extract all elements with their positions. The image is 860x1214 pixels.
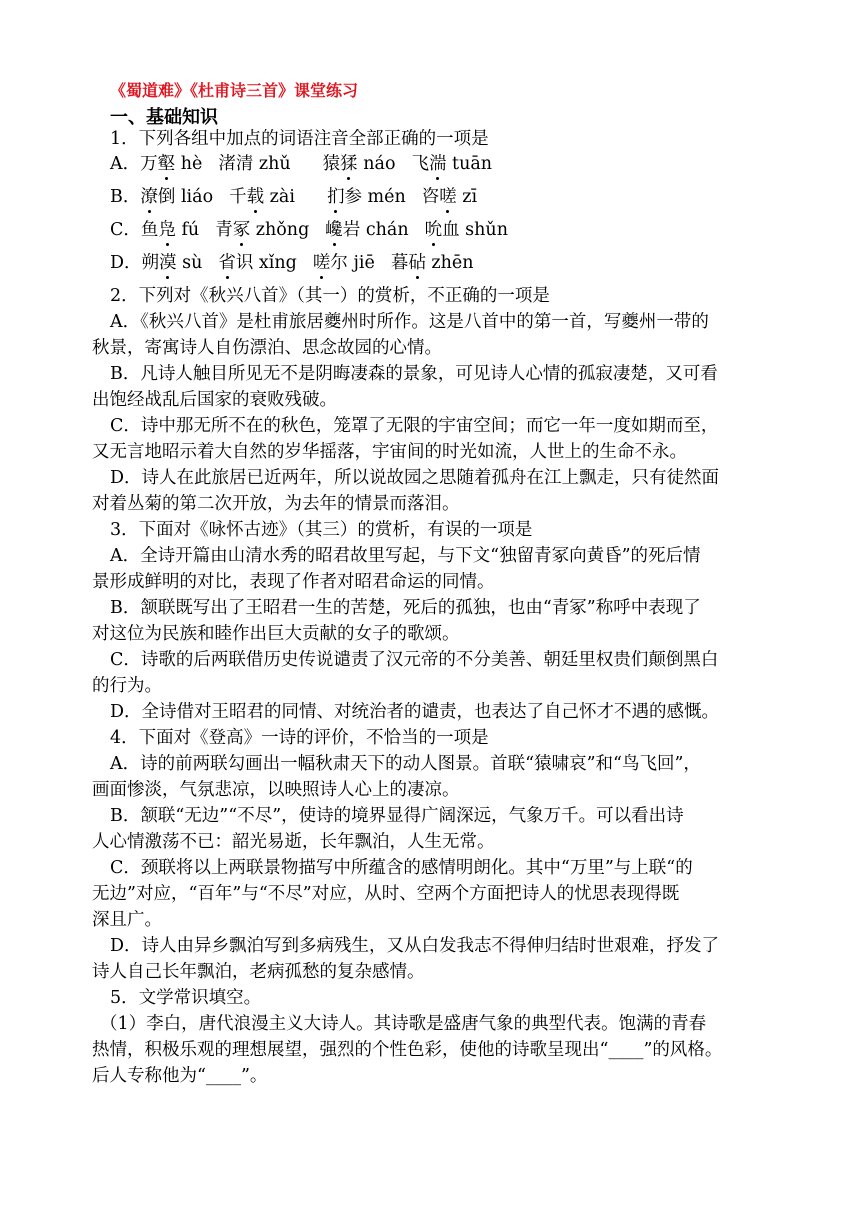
q3-option-a-cont: 景形成鲜明的对比，表现了作者对昭君命运的同情。 [92, 572, 495, 592]
q3-option-b: B．颔联既写出了王昭君一生的苦楚，死后的孤独，也由“青冢”称呼中表现了 [110, 598, 701, 618]
q4-option-d: D．诗人由异乡飘泊写到多病残生，又从白发我志不得伸归结时世艰难，抒发了 [110, 936, 720, 956]
q3-option-d: D．全诗借对王昭君的同情、对统治者的谴责，也表达了自己怀才不遇的感慨。 [110, 702, 720, 722]
q2-option-b-cont: 出饱经战乱后国家的衰败残破。 [92, 390, 337, 410]
q3-stem: 3．下面对《咏怀古迹》（其三）的赏析，有误的一项是 [110, 520, 533, 540]
q5-item-1-cont: 热情，积极乐观的理想展望，强烈的个性色彩，使他的诗歌呈现出“____”的风格。 [92, 1040, 723, 1060]
q4-option-c-cont2: 深且广。 [92, 910, 162, 930]
q3-option-c-cont: 的行为。 [92, 676, 162, 696]
q4-option-b-cont: 人心情激荡不已：韶光易逝，长年飘泊，人生无常。 [92, 832, 495, 852]
q4-option-b: B．颔联“无边”“不尽”，使诗的境界显得广阔深远，气象万千。可以看出诗 [110, 806, 684, 826]
q4-option-a: A．诗的前两联勾画出一幅秋肃天下的动人图景。首联“猿啸哀”和“鸟飞回”， [110, 754, 701, 774]
q4-option-d-cont: 诗人自己长年飘泊，老病孤愁的复杂感情。 [92, 962, 425, 982]
q1-option-a: A．万壑 hè 渚清 zhǔ 猿猱 náo 飞湍 tuān [110, 154, 493, 174]
document-title: 《蜀道难》《杜甫诗三首》课堂练习 [110, 81, 359, 100]
q2-option-d-cont: 对着丛菊的第二次开放，为去年的情景而落泪。 [92, 494, 460, 514]
q3-option-a: A．全诗开篇由山清水秀的昭君故里写起，与下文“独留青冢向黄昏”的死后情 [110, 546, 701, 566]
q4-option-a-cont: 画面惨淡，气氛悲凉，以映照诗人心上的凄凉。 [92, 780, 460, 800]
q2-option-c: C．诗中那无所不在的秋色，笼罩了无限的宇宙空间；而它一年一度如期而至， [110, 416, 719, 436]
q1-stem: 1．下列各组中加点的词语注音全部正确的一项是 [110, 129, 489, 149]
q2-option-c-cont: 又无言地昭示着大自然的岁华摇落，宇宙间的时光如流，人世上的生命不永。 [92, 442, 687, 462]
q2-stem: 2．下列对《秋兴八首》（其一）的赏析，不正确的一项是 [110, 286, 550, 306]
q5-item-1-cont2: 后人专称他为“____”。 [92, 1066, 268, 1086]
q2-option-a-cont: 秋景，寄寓诗人自伤漂泊、思念故园的心情。 [92, 338, 442, 358]
q5-stem: 5．文学常识填空。 [110, 988, 262, 1008]
q2-option-d: D．诗人在此旅居已近两年，所以说故园之思随着孤舟在江上飘走，只有徒然面 [110, 468, 720, 488]
q3-option-b-cont: 对这位为民族和睦作出巨大贡献的女子的歌颂。 [92, 624, 460, 644]
q5-item-1: （1）李白，唐代浪漫主义大诗人。其诗歌是盛唐气象的典型代表。饱满的青春 [100, 1014, 707, 1034]
q2-option-a: A．《秋兴八首》是杜甫旅居夔州时所作。这是八首中的第一首，写夔州一带的 [110, 312, 709, 332]
q1-option-b: B．潦倒 liáo 千载 zài 扪参 mén 咨嗟 zī [110, 187, 478, 207]
q3-option-c: C．诗歌的后两联借历史传说谴责了汉元帝的不分美善、朝廷里权贵们颠倒黑白 [110, 650, 719, 670]
q2-option-b: B．凡诗人触目所见无不是阴晦凄森的景象，可见诗人心情的孤寂凄楚，又可看 [110, 364, 718, 384]
q1-option-c: C．鱼凫 fú 青冢 zhǒng 巉岩 chán 吮血 shǔn [110, 220, 508, 240]
q1-option-d: D．朔漠 sù 省识 xǐng 嗟尔 jiē 暮砧 zhēn [110, 253, 474, 273]
section-heading: 一、基础知识 [110, 107, 218, 128]
q4-option-c-cont: 无边”对应，“百年”与“不尽”对应，从时、空两个方面把诗人的忧思表现得既 [92, 884, 680, 904]
q4-stem: 4．下面对《登高》一诗的评价，不恰当的一项是 [110, 728, 489, 748]
q4-option-c: C．颈联将以上两联景物描写中所蕴含的感情明朗化。其中“万里”与上联“的 [110, 858, 693, 878]
